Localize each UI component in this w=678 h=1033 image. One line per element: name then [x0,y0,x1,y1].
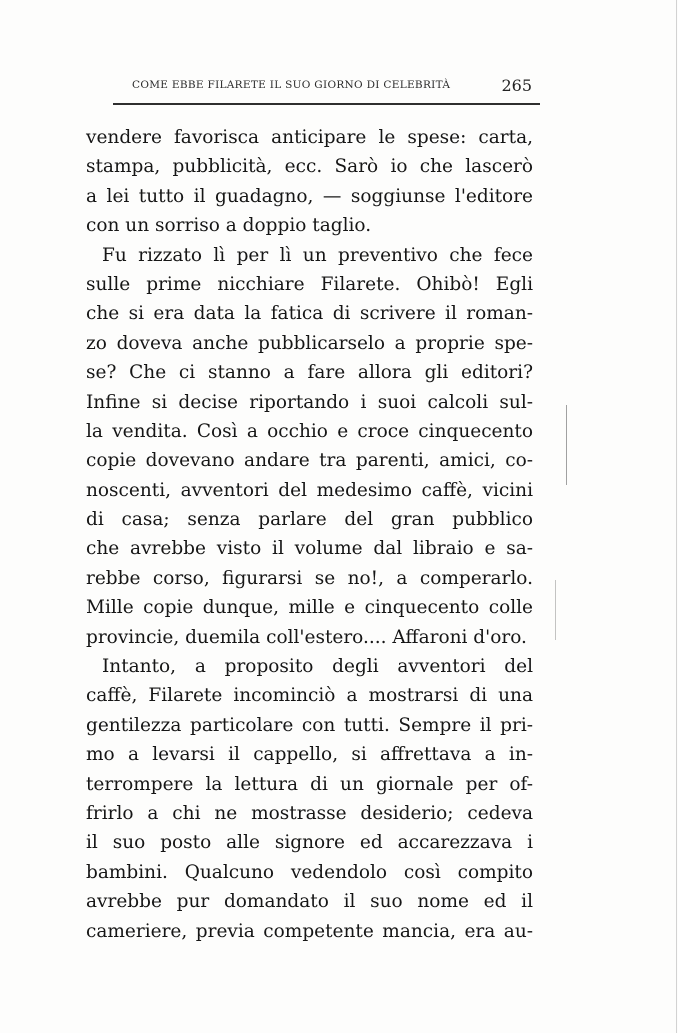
text-line: la vendita. Così a occhio e croce cinquecento [86,420,533,442]
text-line: caffè, Filarete incominciò a mostrarsi di una [86,685,533,707]
margin-scan-mark [555,580,556,640]
text-line: che avrebbe visto il volume dal libraio e sa- [86,538,533,560]
text-line: che si era data la fatica di scrivere il roman- [86,303,533,325]
text-line: bambini. Qualcuno vedendolo così compito [86,861,533,883]
text-line: se? Che ci stanno a fare allora gli editori? [86,362,533,384]
text-line: copie dovevano andare tra parenti, amici, co- [86,450,533,472]
running-title: COME EBBE FILARETE IL SUO GIORNO DI CELEBRITÀ [132,79,451,91]
text-line: a lei tutto il guadagno, — soggiunse l'editore [86,185,533,207]
text-line: stampa, pubblicità, ecc. Sarò io che lascerò [86,156,533,178]
text-line: gentilezza particolare con tutti. Sempre il pri- [86,714,533,736]
text-line: Intanto, a proposito degli avventori del [102,656,533,678]
text-line: avrebbe pur domandato il suo nome ed il [86,891,533,913]
text-line: vendere favorisca anticipare le spese: carta, [86,127,533,148]
text-line: rebbe corso, figurarsi se no!, a comperarlo. [86,567,533,589]
text-line: il suo posto alle signore ed accarezzava i [86,832,533,854]
text-line: terrompere la lettura di un giornale per of- [86,773,533,795]
text-line: Infine si decise riportando i suoi calcoli sul- [86,391,533,413]
text-line: di casa; senza parlare del gran pubblico [86,509,533,531]
text-line: Fu rizzato lì per lì un preventivo che fece [102,244,533,266]
text-line: mo a levarsi il cappello, si affrettava a in- [86,744,533,766]
body-text [86,123,533,946]
margin-scan-mark [566,405,567,485]
text-line: con un sorriso a doppio taglio. [86,215,372,237]
page-number: 265 [501,76,532,95]
text-line: zo doveva anche pubblicarselo a proprie spe- [86,332,533,354]
text-line: provincie, duemila coll'estero.... Affaroni d'oro. [86,626,527,648]
text-line: noscenti, avventori del medesimo caffè, vicini [86,479,533,501]
text-line: sulle prime nicchiare Filarete. Ohibò! Egli [86,273,533,295]
header-rule [113,103,540,105]
text-line: cameriere, previa competente mancia, era au- [86,920,533,942]
page-header [112,76,540,96]
text-line: Mille copie dunque, mille e cinquecento colle [86,597,533,619]
text-line: frirlo a chi ne mostrasse desiderio; cedeva [86,802,533,824]
margin-scan-mark [676,0,677,1033]
